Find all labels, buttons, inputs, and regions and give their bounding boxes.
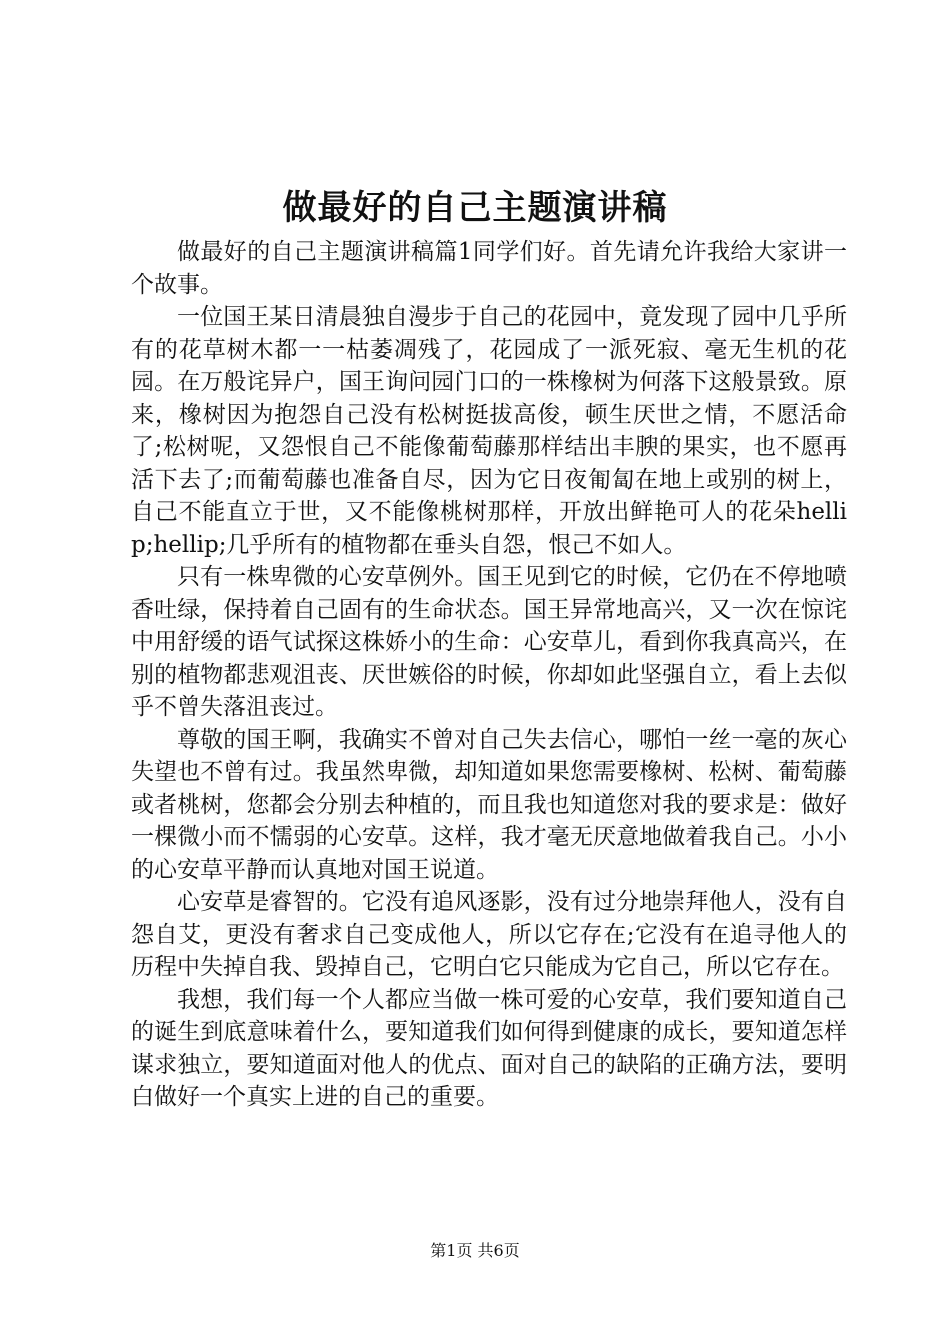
paragraph-2: 一位国王某日清晨独自漫步于自己的花园中，竟发现了园中几乎所有的花草树木都一一枯萎凋残了，花园成了一派死寂、毫无生机的花园。在万般诧异户，国王询问园门口的一株橡树为何落下这般景致。原来，橡树因为抱怨自己没有松树挺拔高俊，顿生厌世之情，不愿活命了;松树呢，又怨恨自己不能像葡萄藤那样结出丰腴的果实，也不愿再活下去了;而葡萄藤也准备自尽，因为它日夜匍匐在地上或别的树上，自己不能直立于世，又不能像桃树那样，开放出鲜艳可人的花朵hellip;hellip;几乎所有的植物都在垂头自怨，恨己不如人。	[131, 304, 847, 558]
document-title: 做最好的自己主题演讲稿	[282, 188, 668, 228]
paragraph-1: 做最好的自己主题演讲稿篇1同学们好。首先请允许我给大家讲一个故事。	[131, 239, 847, 298]
paragraph-3: 只有一株卑微的心安草例外。国王见到它的时候，它仍在不停地喷香吐绿，保持着自己固有的生命状态。国王异常地高兴，又一次在惊诧中用舒缓的语气试探这株娇小的生命：心安草儿，看到你我真高兴，在别的植物都悲观沮丧、厌世嫉俗的时候，你却如此坚强自立，看上去似乎不曾失落沮丧过。	[131, 564, 847, 720]
page-footer: 第1页 共6页	[430, 1241, 520, 1260]
paragraph-5: 心安草是睿智的。它没有追风逐影，没有过分地崇拜他人，没有自怨自艾，更没有奢求自己变成他人，所以它存在;它没有在追寻他人的历程中失掉自我、毁掉自己，它明白它只能成为它自己，所以它存在。	[131, 889, 847, 980]
paragraph-6: 我想，我们每一个人都应当做一株可爱的心安草，我们要知道自己的诞生到底意味着什么，要知道我们如何得到健康的成长，要知道怎样谋求独立，要知道面对他人的优点、面对自己的缺陷的正确方法，要明白做好一个真实上进的自己的重要。	[131, 986, 847, 1110]
paragraph-4: 尊敬的国王啊，我确实不曾对自己失去信心，哪怕一丝一毫的灰心失望也不曾有过。我虽然卑微，却知道如果您需要橡树、松树、葡萄藤或者桃树，您都会分别去种植的，而且我也知道您对我的要求是：做好一棵微小而不懦弱的心安草。这样，我才毫无厌意地做着我自己。小小的心安草平静而认真地对国王说道。	[131, 726, 847, 883]
document-body	[131, 236, 847, 1114]
